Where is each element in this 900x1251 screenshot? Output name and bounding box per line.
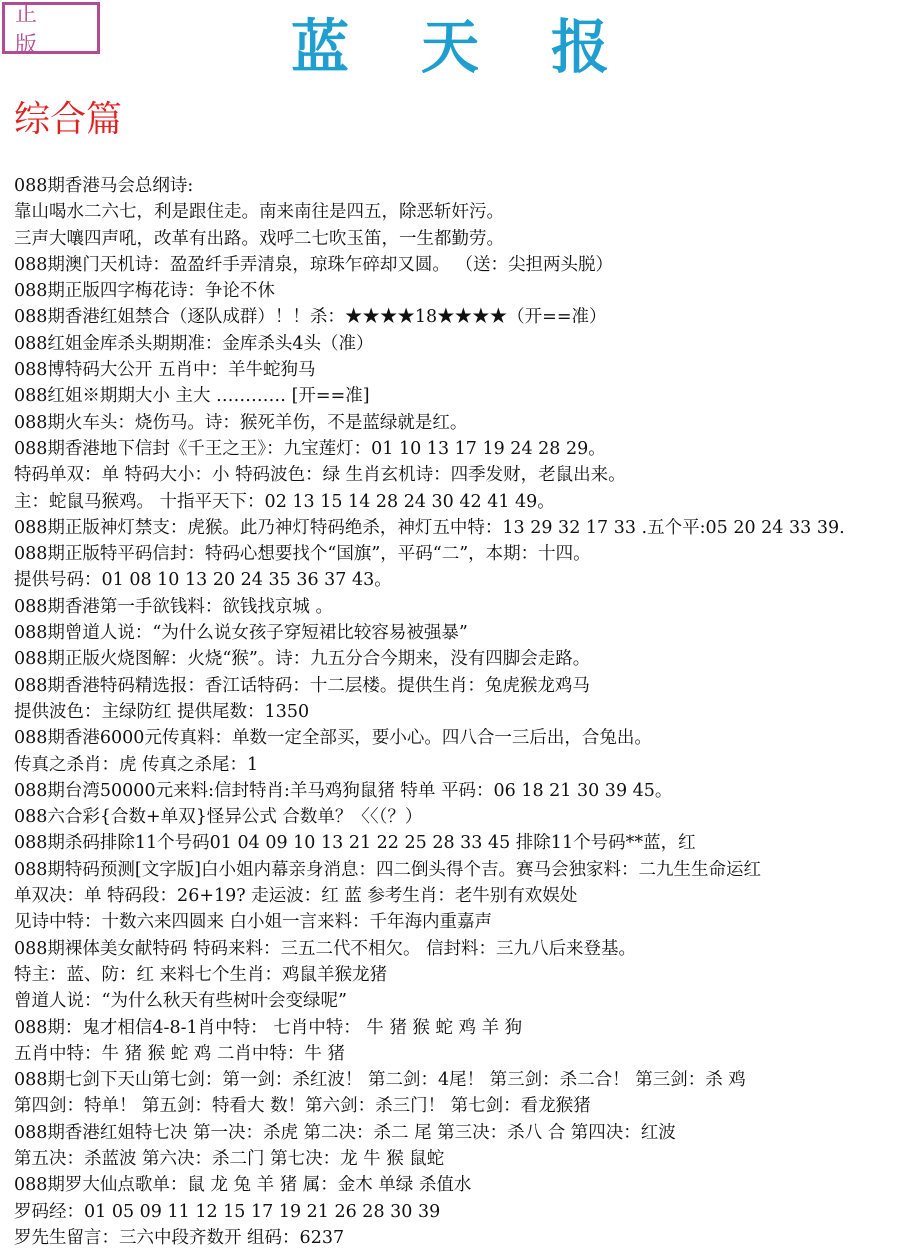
- text-line: 第四剑：特单！ 第五剑：特看大 数！第六剑：杀三门！ 第七剑：看龙猴猪: [14, 1096, 591, 1117]
- text-line: 088期裸体美女献特码 特码来料：三五二代不相欠。 信封料：三九八后来登基。: [14, 938, 637, 959]
- edition-badge: 正 版: [2, 2, 100, 54]
- text-line: 特码单双：单 特码大小：小 特码波色：绿 生肖玄机诗：四季发财，老鼠出来。: [14, 465, 626, 486]
- text-line: 088期香港红姐禁合（逐队成群）！！杀：★★★★18★★★★（开==准）: [14, 307, 607, 328]
- text-line: 088期正版特平码信封：特码心想要找个“国旗”，平码“二”，本期：十四。: [14, 544, 591, 565]
- text-line: 088期罗大仙点歌单：鼠 龙 兔 羊 猪 属：金木 单绿 杀值水: [14, 1175, 472, 1196]
- text-line: 特主：蓝、防：红 来料七个生肖：鸡鼠羊猴龙猪: [14, 964, 388, 985]
- content-lines: [14, 173, 898, 1251]
- text-line: 088期香港红姐特七决 第一决：杀虎 第二决：杀二 尾 第三决：杀八 合 第四决：红波: [14, 1122, 676, 1143]
- text-line: 088期澳门天机诗：盈盈纤手弄清泉，琼珠乍碎却又圆。 （送：尖担两头脱）: [14, 254, 613, 275]
- text-line: 088期香港马会总纲诗:: [14, 176, 194, 196]
- text-line: 088期七剑下天山第七剑：第一剑：杀红波！ 第二剑：4尾！ 第三剑：杀二合！ 第三剑：杀 鸡: [14, 1070, 746, 1091]
- text-line: 088期香港特码精选报：香江话特码：十二层楼。提供生肖：兔虎猴龙鸡马: [14, 675, 590, 696]
- text-line: 088期正版神灯禁支：虎猴。此乃神灯特码绝杀，神灯五中特：13 29 32 17 33 .五个平:05 20 24 33 39.: [14, 517, 845, 538]
- text-line: 088期香港6000元传真料：单数一定全部买，要小心。四八合一三后出，合兔出。: [14, 728, 652, 749]
- section-heading: 综合篇: [14, 99, 123, 140]
- text-line: 088期火车头：烧伤马。诗：猴死羊伤，不是蓝绿就是红。: [14, 412, 468, 433]
- text-line: 088期香港地下信封《千王之王》：九宝莲灯：01 10 13 17 19 24 28 29。: [14, 438, 606, 459]
- text-line: 罗码经：01 05 09 11 12 15 17 19 21 26 28 30 39: [14, 1201, 441, 1222]
- page-title: 蓝天报: [290, 13, 681, 81]
- text-line: 靠山喝水二六七，利是跟住走。南来南往是四五，除恶斩奸污。: [14, 202, 504, 223]
- text-line: 传真之杀肖：虎 传真之杀尾：1: [14, 754, 259, 775]
- text-line: 088期正版火烧图解：火烧“猴”。诗：九五分合今期来，没有四脚会走路。: [14, 649, 591, 670]
- text-line: 罗先生留言：三六中段齐数开 组码：6237: [14, 1227, 345, 1248]
- text-line: 088红姐金库杀头期期准：金库杀头4头（准）: [14, 333, 374, 354]
- text-line: 088期特码预测[文字版]白小姐内幕亲身消息：四二倒头得个吉。赛马会独家料：二九生生命运红: [14, 859, 762, 880]
- text-line: 088红姐※期期大小 主大 ………… [开==准]: [14, 386, 370, 407]
- text-line: 单双决：单 特码段：26+19? 走运波：红 蓝 参考生肖：老牛别有欢娱处: [14, 886, 578, 907]
- text-line: 三声大嚷四声吼，改革有出路。戏呼二七吹玉笛，一生都勤劳。: [14, 228, 504, 249]
- text-line: 088博特码大公开 五肖中：羊牛蛇狗马: [14, 360, 316, 381]
- text-line: 提供波色：主绿防红 提供尾数：1350: [14, 701, 310, 722]
- text-line: 088期正版四字梅花诗：争论不休: [14, 281, 275, 302]
- text-line: 提供号码：01 08 10 13 20 24 35 36 37 43。: [14, 570, 392, 591]
- text-line: 曾道人说：“为什么秋天有些树叶会变绿呢”: [14, 991, 347, 1012]
- text-line: 五肖中特：牛 猪 猴 蛇 鸡 二肖中特：牛 猪: [14, 1043, 345, 1064]
- text-line: 088期杀码排除11个号码01 04 09 10 13 21 22 25 28 33 45 排除11个号码**蓝，红: [14, 833, 696, 854]
- text-line: 第五决：杀蓝波 第六决：杀二门 第七决：龙 牛 猴 鼠蛇: [14, 1148, 445, 1169]
- text-line: 088期台湾50000元来料:信封特肖:羊马鸡狗鼠猪 特单 平码：06 18 21 30 39 45。: [14, 780, 673, 801]
- text-line: 见诗中特：十数六来四圆来 白小姐一言来料：千年海内重嘉声: [14, 912, 493, 933]
- text-line: 088期曾道人说：“为什么说女孩子穿短裙比较容易被强暴”: [14, 623, 468, 644]
- text-line: 088期香港第一手欲钱料：欲钱找京城 。: [14, 596, 333, 617]
- text-line: 088期：鬼才相信4-8-1肖中特： 七肖中特： 牛 猪 猴 蛇 鸡 羊 狗: [14, 1017, 523, 1038]
- text-line: 主：蛇鼠马猴鸡。 十指平天下：02 13 15 14 28 24 30 42 41 49。: [14, 491, 555, 512]
- text-line: 088六合彩{合数+单双}怪异公式 合数单？〈〈（？）: [14, 807, 423, 828]
